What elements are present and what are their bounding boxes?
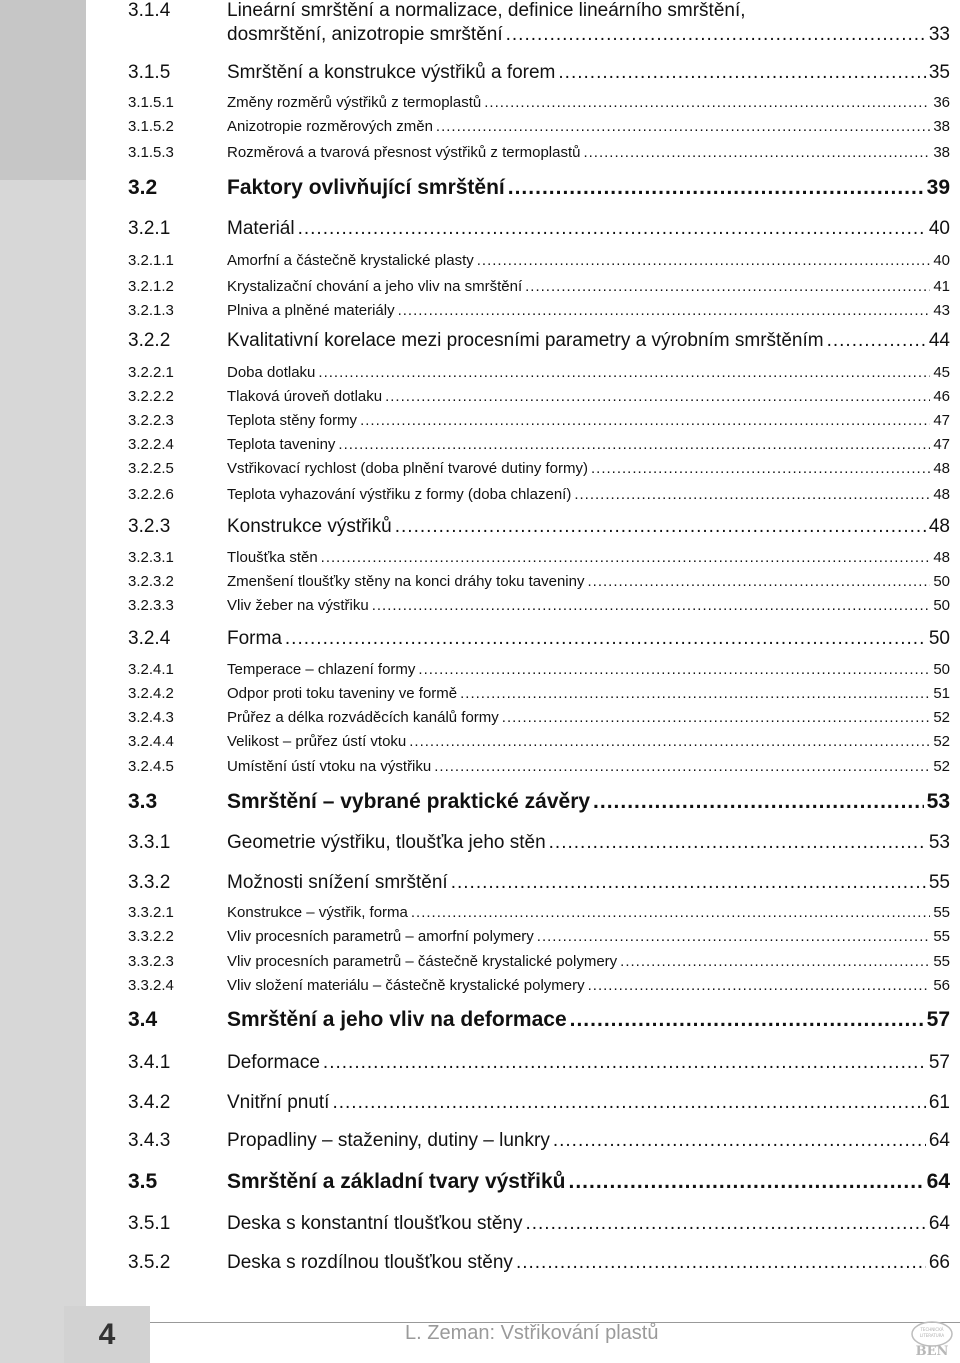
toc-title: Teplota taveniny	[227, 436, 336, 453]
dot-leader	[569, 1170, 924, 1194]
toc-page: 48	[928, 516, 950, 537]
toc-number: 3.4.2	[128, 1092, 171, 1113]
toc-entry[interactable]	[128, 573, 950, 590]
toc-title: Tloušťka stěn	[227, 549, 318, 566]
toc-title: Kvalitativní korelace mezi procesními parametry a výrobním smrštěním	[227, 330, 824, 351]
dot-leader	[285, 628, 926, 650]
toc-title: Forma	[227, 628, 282, 649]
dot-leader	[451, 872, 926, 894]
publisher-logo-icon	[910, 1320, 954, 1358]
toc-number: 3.5.2	[128, 1252, 171, 1273]
dot-leader	[583, 144, 930, 161]
toc-number: 3.2.3.3	[128, 597, 174, 614]
toc-entry[interactable]	[128, 661, 950, 678]
toc-entry[interactable]	[128, 1052, 950, 1074]
toc-title: Průřez a délka rozváděcích kanálů formy	[227, 709, 499, 726]
toc-entry[interactable]	[128, 1170, 950, 1194]
toc-page: 52	[933, 758, 950, 775]
toc-page: 53	[926, 790, 950, 813]
toc-page: 52	[933, 709, 950, 726]
toc-entry[interactable]	[128, 94, 950, 111]
dot-leader	[409, 733, 930, 750]
toc-title: Temperace – chlazení formy	[227, 661, 416, 678]
toc-entry[interactable]	[128, 953, 950, 970]
toc-page: 55	[933, 928, 950, 945]
toc-page: 66	[928, 1252, 950, 1273]
toc-title: Zmenšení tloušťky stěny na konci dráhy toku taveniny	[227, 573, 585, 590]
svg-text:BEN: BEN	[915, 1344, 949, 1358]
toc-title: Změny rozměrů výstřiků z termoplastů	[227, 94, 482, 111]
toc-page: 53	[928, 832, 950, 853]
dot-leader	[525, 1213, 925, 1235]
toc-entry[interactable]	[128, 872, 950, 894]
dot-leader	[591, 460, 930, 477]
toc-title: Faktory ovlivňující smrštění	[227, 176, 505, 199]
toc-number: 3.2.3.2	[128, 573, 174, 590]
toc-entry[interactable]	[128, 118, 950, 135]
toc-number: 3.1.4	[128, 0, 171, 21]
dot-leader	[318, 364, 930, 381]
toc-page: 48	[933, 460, 950, 477]
toc-number: 3.3.2.3	[128, 953, 174, 970]
toc-entry[interactable]	[128, 218, 950, 240]
toc-title: Konstrukce výstřiků	[227, 516, 392, 537]
toc-entry[interactable]	[128, 460, 950, 477]
dot-leader	[570, 1008, 924, 1032]
toc-number: 3.1.5	[128, 62, 171, 83]
toc-page: 52	[933, 733, 950, 750]
toc-page: 55	[933, 953, 950, 970]
toc-number: 3.3.2	[128, 872, 171, 893]
toc-title: Lineární smrštění a normalizace, definice lineárního smrštění,	[227, 0, 746, 21]
toc-number: 3.2.1.2	[128, 278, 174, 295]
dot-leader	[477, 252, 931, 269]
dot-leader	[372, 597, 931, 614]
toc-entry[interactable]	[128, 977, 950, 994]
toc-number: 3.3.2.4	[128, 977, 174, 994]
toc-page: 56	[933, 977, 950, 994]
toc-page: 48	[933, 486, 950, 503]
svg-text:TECHNICKÁ: TECHNICKÁ	[920, 1327, 944, 1332]
dot-leader	[332, 1092, 925, 1114]
toc-number: 3.2.4.2	[128, 685, 174, 702]
toc-title: Umístění ústí vtoku na výstřiku	[227, 758, 432, 775]
toc-title: Krystalizační chování a jeho vliv na smrštění	[227, 278, 523, 295]
dot-leader	[827, 330, 926, 352]
dot-leader	[588, 977, 931, 994]
toc-title: Amorfní a částečně krystalické plasty	[227, 252, 474, 269]
toc-page: 40	[933, 252, 950, 269]
dot-leader	[418, 661, 930, 678]
toc-title: Velikost – průřez ústí vtoku	[227, 733, 407, 750]
dot-leader	[398, 302, 931, 319]
dot-leader	[460, 685, 930, 702]
toc-entry[interactable]	[128, 790, 950, 814]
toc-number: 3.2.4.1	[128, 661, 174, 678]
toc-entry[interactable]	[128, 628, 950, 650]
toc-entry[interactable]	[128, 1130, 950, 1152]
dot-leader	[508, 176, 924, 200]
toc-title: Smrštění – vybrané praktické závěry	[227, 790, 591, 813]
toc-page: 55	[933, 904, 950, 921]
dot-leader	[484, 94, 930, 111]
toc-page: 47	[933, 412, 950, 429]
toc-entry[interactable]	[128, 597, 950, 614]
dot-leader	[502, 709, 931, 726]
toc-page: 33	[928, 24, 950, 45]
toc-entry[interactable]	[128, 144, 950, 161]
toc-entry[interactable]	[128, 549, 950, 566]
toc-number: 3.2.2.3	[128, 412, 174, 429]
toc-entry[interactable]	[128, 685, 950, 702]
toc-page: 41	[933, 278, 950, 295]
toc-page: 39	[926, 176, 950, 199]
toc-title: Teplota vyhazování výstřiku z formy (doba chlazení)	[227, 486, 572, 503]
toc-number: 3.3.2.1	[128, 904, 174, 921]
page-number: 4	[98, 1317, 116, 1351]
toc-number: 3.2.1.3	[128, 302, 174, 319]
toc-entry[interactable]	[128, 1213, 950, 1235]
toc-number: 3.5	[128, 1170, 158, 1193]
toc-entry[interactable]	[128, 486, 950, 503]
toc-page: 50	[933, 573, 950, 590]
toc-title: Doba dotlaku	[227, 364, 316, 381]
toc-page: 64	[926, 1170, 950, 1193]
toc-page: 57	[926, 1008, 950, 1031]
toc-title: Smrštění a jeho vliv na deformace	[227, 1008, 567, 1031]
toc-number: 3.2	[128, 176, 158, 199]
dot-leader	[537, 928, 931, 945]
toc-page: 44	[928, 330, 950, 351]
toc-page: 47	[933, 436, 950, 453]
toc-title: Tlaková úroveň dotlaku	[227, 388, 383, 405]
toc-title: Anizotropie rozměrových změn	[227, 118, 433, 135]
toc-number: 3.2.3	[128, 516, 171, 537]
toc-title: Teplota stěny formy	[227, 412, 358, 429]
toc-entry[interactable]	[128, 0, 950, 22]
toc-title: Možnosti snížení smrštění	[227, 872, 448, 893]
dot-leader	[620, 953, 930, 970]
toc-page: 46	[933, 388, 950, 405]
dot-leader	[549, 832, 926, 854]
toc-number: 3.2.3.1	[128, 549, 174, 566]
toc-page: 64	[928, 1213, 950, 1234]
toc-number: 3.2.2.5	[128, 460, 174, 477]
toc-entry[interactable]	[128, 1252, 950, 1274]
dot-leader	[321, 549, 931, 566]
toc-title: Materiál	[227, 218, 295, 239]
toc-number: 3.2.2.6	[128, 486, 174, 503]
toc-page: 35	[928, 62, 950, 83]
toc-entry[interactable]	[128, 758, 950, 775]
toc-number: 3.1.5.3	[128, 144, 174, 161]
dot-leader	[323, 1052, 926, 1074]
toc-number: 3.1.5.1	[128, 94, 174, 111]
toc-entry[interactable]	[128, 832, 950, 854]
toc-number: 3.3	[128, 790, 158, 813]
toc-title: Deska s rozdílnou tloušťkou stěny	[227, 1252, 513, 1273]
toc-number: 3.4.3	[128, 1130, 171, 1151]
toc-page: 50	[933, 597, 950, 614]
toc-entry[interactable]	[128, 1092, 950, 1114]
toc-title: Vstřikovací rychlost (doba plnění tvarové dutiny formy)	[227, 460, 588, 477]
toc-page: 43	[933, 302, 950, 319]
toc-number: 3.1.5.2	[128, 118, 174, 135]
toc-page: 40	[928, 218, 950, 239]
toc-title: Vliv procesních parametrů – amorfní polymery	[227, 928, 534, 945]
toc-entry[interactable]	[128, 330, 950, 352]
toc-number: 3.4	[128, 1008, 158, 1031]
toc-entry[interactable]	[128, 436, 950, 453]
toc-title: Deska s konstantní tloušťkou stěny	[227, 1213, 523, 1234]
toc-entry[interactable]	[128, 1008, 950, 1032]
toc-number: 3.2.1.1	[128, 252, 174, 269]
toc-entry[interactable]	[128, 928, 950, 945]
toc-number: 3.2.4.3	[128, 709, 174, 726]
toc-page: 50	[928, 628, 950, 649]
toc-entry[interactable]	[128, 364, 950, 381]
dot-leader	[395, 516, 926, 538]
toc-page: 50	[933, 661, 950, 678]
dot-leader	[593, 790, 924, 814]
toc-number: 3.3.2.2	[128, 928, 174, 945]
toc-page: 38	[933, 118, 950, 135]
toc-title: dosmrštění, anizotropie smrštění	[227, 24, 503, 45]
toc-title: Vliv žeber na výstřiku	[227, 597, 369, 614]
toc-title: Geometrie výstřiku, tloušťka jeho stěn	[227, 832, 546, 853]
toc-page: 48	[933, 549, 950, 566]
toc-number: 3.2.2	[128, 330, 171, 351]
toc-title: Konstrukce – výstřik, forma	[227, 904, 408, 921]
toc-title: Plniva a plněné materiály	[227, 302, 395, 319]
toc-title: Odpor proti toku taveniny ve formě	[227, 685, 458, 702]
toc-number: 3.2.2.1	[128, 364, 174, 381]
dot-leader	[553, 1130, 926, 1152]
toc-number: 3.5.1	[128, 1213, 171, 1234]
toc-title: Vnitřní pnutí	[227, 1092, 330, 1113]
toc-title: Propadliny – staženiny, dutiny – lunkry	[227, 1130, 550, 1151]
toc-title: Vliv složení materiálu – částečně krystalické polymery	[227, 977, 585, 994]
toc-title: Rozměrová a tvarová přesnost výstřiků z termoplastů	[227, 144, 581, 161]
toc-entry[interactable]	[128, 516, 950, 538]
toc-entry[interactable]	[128, 904, 950, 921]
dot-leader	[587, 573, 930, 590]
toc-title: Smrštění a konstrukce výstřiků a forem	[227, 62, 556, 83]
toc-page: 64	[928, 1130, 950, 1151]
dot-leader	[516, 1252, 926, 1274]
toc-page: 45	[933, 364, 950, 381]
toc-title: Vliv procesních parametrů – částečně krystalické polymery	[227, 953, 618, 970]
toc-page: 55	[928, 872, 950, 893]
toc-entry[interactable]	[128, 252, 950, 269]
toc-page: 36	[933, 94, 950, 111]
dot-leader	[434, 758, 930, 775]
toc-page: 38	[933, 144, 950, 161]
dot-leader	[574, 486, 930, 503]
dot-leader	[360, 412, 930, 429]
svg-text:LITERATURA: LITERATURA	[919, 1333, 945, 1338]
toc-title: Smrštění a základní tvary výstřiků	[227, 1170, 566, 1193]
toc-number: 3.2.4.5	[128, 758, 174, 775]
dot-leader	[411, 904, 930, 921]
toc-number: 3.4.1	[128, 1052, 171, 1073]
toc-entry-continued[interactable]	[128, 24, 950, 46]
toc-entry[interactable]	[128, 733, 950, 750]
toc-entry[interactable]	[128, 278, 950, 295]
toc-entry[interactable]	[128, 176, 950, 200]
dot-leader	[436, 118, 930, 135]
toc-page: 51	[933, 685, 950, 702]
toc-title: Deformace	[227, 1052, 320, 1073]
toc-entry[interactable]	[128, 62, 950, 84]
dot-leader	[338, 436, 930, 453]
toc-page: 61	[928, 1092, 950, 1113]
toc-entry[interactable]	[128, 412, 950, 429]
toc-entry[interactable]	[128, 302, 950, 319]
dot-leader	[298, 218, 926, 240]
toc-number: 3.2.4.4	[128, 733, 174, 750]
toc-number: 3.2.2.4	[128, 436, 174, 453]
dot-leader	[506, 24, 926, 46]
dot-leader	[525, 278, 930, 295]
running-title: L. Zeman: Vstřikování plastů	[405, 1322, 659, 1344]
toc-number: 3.2.2.2	[128, 388, 174, 405]
toc-number: 3.2.1	[128, 218, 171, 239]
toc-entry[interactable]	[128, 388, 950, 405]
toc-number: 3.3.1	[128, 832, 171, 853]
toc-entry[interactable]	[128, 709, 950, 726]
dot-leader	[385, 388, 930, 405]
toc-number: 3.2.4	[128, 628, 171, 649]
dot-leader	[558, 62, 925, 84]
toc-page: 57	[928, 1052, 950, 1073]
